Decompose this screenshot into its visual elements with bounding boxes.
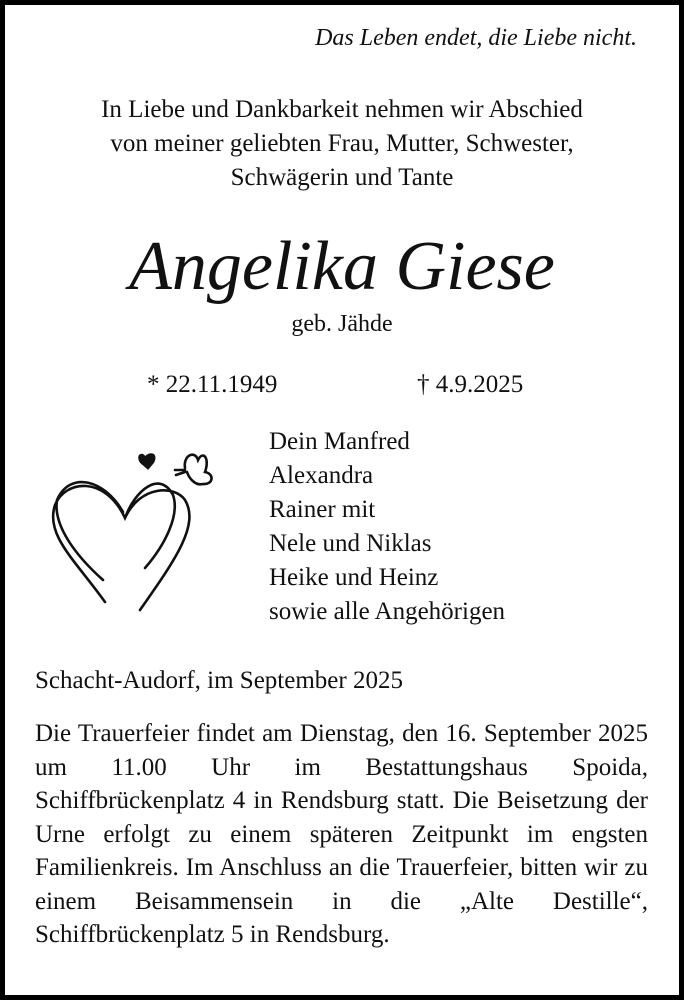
heart-butterfly-icon (45, 440, 235, 620)
mourners-list (269, 425, 505, 629)
death-date: † 4.9.2025 (417, 371, 524, 398)
mourner: Alexandra (269, 462, 374, 489)
maiden-name: geb. Jähde (291, 311, 393, 337)
birth-date: * 22.11.1949 (147, 371, 278, 398)
mourner: Heike und Heinz (269, 564, 439, 591)
intro-line: In Liebe und Dankbarkeit nehmen wir Abschied (101, 96, 583, 123)
mourner: Rainer mit (269, 496, 376, 523)
intro-line: von meiner geliebten Frau, Mutter, Schwester, (110, 130, 574, 157)
intro-line: Schwägerin und Tante (230, 164, 454, 191)
deceased-name: Angelika Giese (129, 228, 555, 305)
place-date: Schacht-Audorf, im September 2025 (35, 667, 403, 694)
mourner: Nele und Niklas (269, 530, 432, 557)
obituary-notice (5, 5, 679, 995)
motto: Das Leben endet, die Liebe nicht. (315, 25, 637, 51)
funeral-info: Die Trauerfeier findet am Dienstag, den 16. September 2025 um 11.00 Uhr im Bestattungshaus Spoida, Schiffbrückenplatz 4 in Rendsburg statt. Die Beisetzung der Urne erfolgt zu einem späteren Zeitpunkt im engsten Familienkreis. Im Anschluss an die Trauerfeier, bitten wir zu einem Beisammensein in die „Alte Destille“, Schiffbrückenplatz 5 in Rendsburg. (35, 720, 648, 948)
intro-text (5, 93, 679, 195)
mourner: sowie alle Angehörigen (269, 598, 506, 625)
mourner: Dein Manfred (269, 428, 410, 455)
